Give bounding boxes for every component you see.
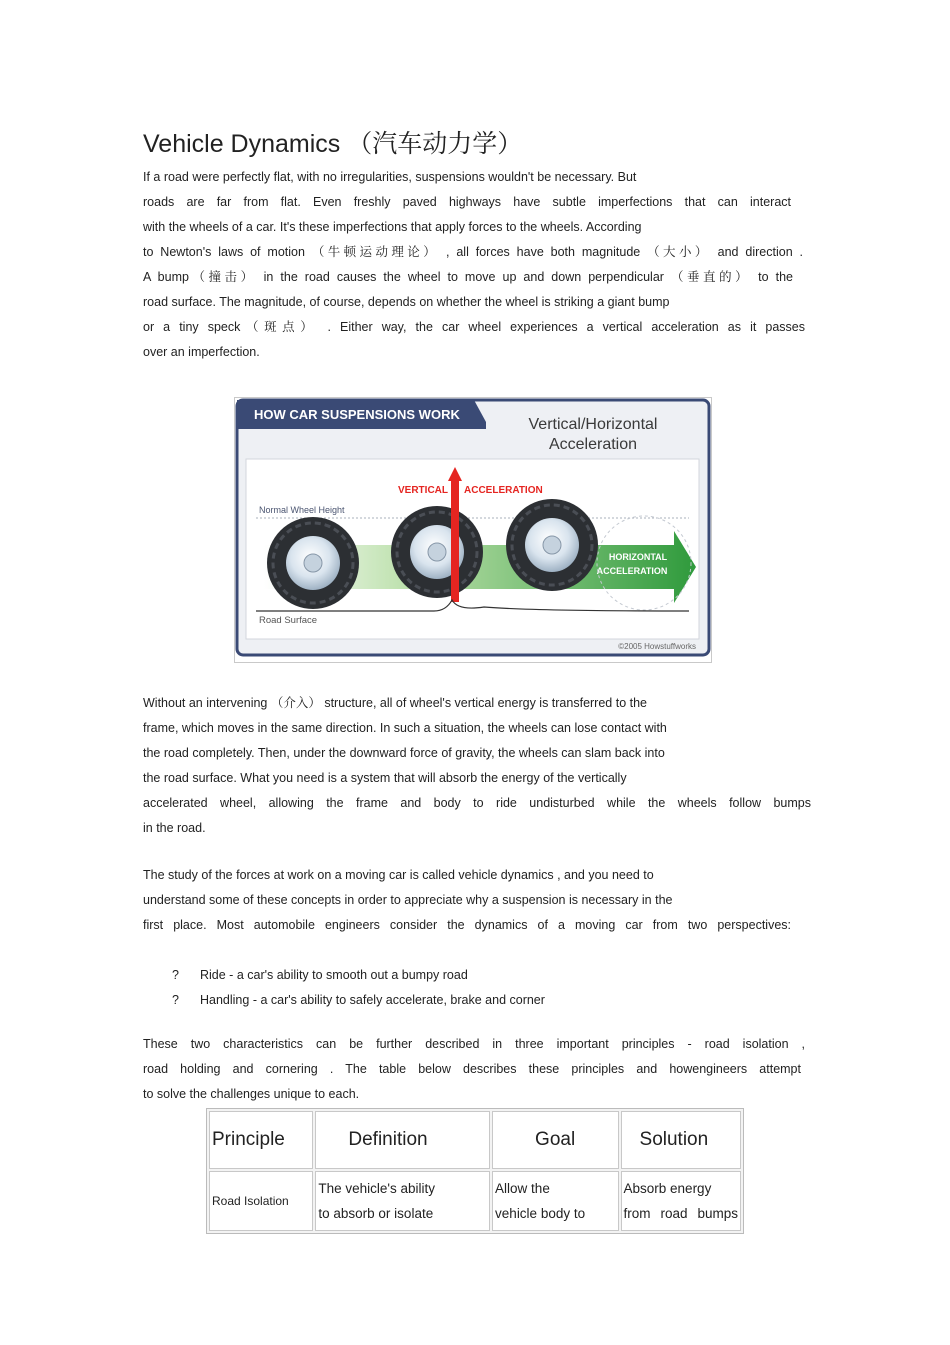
- bullet-mark: ?: [172, 993, 179, 1007]
- table-header: Definition: [315, 1111, 490, 1169]
- text-line: to solve the challenges unique to each.: [143, 1087, 360, 1101]
- intro-paragraph: [143, 165, 811, 365]
- cell-line: The vehicle's ability: [318, 1181, 436, 1196]
- cell-line: Allow the: [495, 1181, 550, 1196]
- paragraph-4: [143, 1032, 811, 1107]
- table-row: [209, 1171, 741, 1231]
- text-line: These two characteristics can be further described in three important principles - road isolation ,: [143, 1037, 805, 1051]
- table-header: Principle: [209, 1111, 313, 1169]
- text-line: the road surface. What you need is a system that will absorb the energy of the vertically: [143, 771, 627, 785]
- table-cell-goal: [492, 1171, 618, 1231]
- vertical-label-left: VERTICAL: [398, 485, 448, 496]
- text-line: road holding and cornering . The table below describes these principles and howengineers attempt: [143, 1062, 801, 1076]
- wheel-3: [506, 499, 598, 591]
- wheel-2: [391, 506, 483, 598]
- vertical-label-right: ACCELERATION: [464, 485, 543, 496]
- table-header-row: [209, 1111, 741, 1169]
- text-line: A bump（撞击） in the road causes the wheel to move up and down perpendicular （垂直的） to the: [143, 270, 793, 284]
- text-line: the road completely. Then, under the downward force of gravity, the wheels can slam back into: [143, 746, 665, 760]
- text-line: to Newton's laws of motion （牛顿运动理论） , all forces have both magnitude （大小） and direction .: [143, 245, 803, 259]
- bullet-list: [172, 963, 545, 1013]
- table-header: Goal: [492, 1111, 618, 1169]
- text-line: If a road were perfectly flat, with no irregularities, suspensions wouldn't be necessary. But: [143, 170, 637, 184]
- principles-table: [206, 1108, 744, 1234]
- bullet-mark: ?: [172, 968, 179, 982]
- text-line: over an imperfection.: [143, 345, 260, 359]
- copyright-text: ©2005 Howstuffworks: [618, 642, 696, 651]
- paragraph-3: [143, 863, 811, 938]
- table-cell-principle: Road Isolation: [209, 1171, 313, 1231]
- table-cell-solution: [621, 1171, 741, 1231]
- cell-line: vehicle body to: [495, 1206, 586, 1221]
- cell-line: Absorb energy: [623, 1181, 712, 1196]
- cell-line: to absorb or isolate: [318, 1206, 434, 1221]
- horizontal-label-line2: ACCELERATION: [596, 566, 668, 576]
- text-line: frame, which moves in the same direction. In such a situation, the wheels can lose contact with: [143, 721, 667, 735]
- text-line: with the wheels of a car. It's these imperfections that apply forces to the wheels. According: [143, 220, 642, 234]
- road-surface-label: Road Surface: [259, 615, 318, 626]
- text-line: Without an intervening （介入） structure, all of wheel's vertical energy is transferred to the: [143, 696, 647, 710]
- table-cell-definition: [315, 1171, 490, 1231]
- table-header: Solution: [621, 1111, 741, 1169]
- cell-line: from road bumps: [623, 1206, 738, 1221]
- page-title: Vehicle Dynamics （汽车动力学）: [143, 130, 523, 158]
- list-item: [172, 988, 545, 1013]
- text-line: road surface. The magnitude, of course, depends on whether the wheel is striking a giant bump: [143, 295, 670, 309]
- text-line: or a tiny speck（斑点） . Either way, the car wheel experiences a vertical acceleration as it passes: [143, 320, 805, 334]
- text-line: accelerated wheel, allowing the frame and body to ride undisturbed while the wheels follow bumps: [143, 796, 811, 810]
- text-line: first place. Most automobile engineers consider the dynamics of a moving car from two perspectives:: [143, 918, 791, 932]
- list-item: [172, 963, 545, 988]
- bullet-text: Ride - a car's ability to smooth out a bumpy road: [200, 968, 468, 982]
- horizontal-label-line1: HORIZONTAL: [608, 552, 668, 562]
- wheel-1: [267, 517, 359, 609]
- diagram-subtitle-line2: Acceleration: [548, 436, 638, 453]
- diagram-banner-text: HOW CAR SUSPENSIONS WORK: [254, 407, 460, 422]
- normal-wheel-height-label: Normal Wheel Height: [259, 505, 345, 515]
- text-line: understand some of these concepts in order to appreciate why a suspension is necessary in the: [143, 893, 673, 907]
- suspension-diagram: [234, 397, 712, 663]
- text-line: in the road.: [143, 821, 206, 835]
- text-line: roads are far from flat. Even freshly paved highways have subtle imperfections that can interact: [143, 195, 791, 209]
- paragraph-2: [143, 691, 811, 841]
- diagram-subtitle-line1: Vertical/Horizontal: [528, 416, 658, 433]
- bullet-text: Handling - a car's ability to safely accelerate, brake and corner: [200, 993, 545, 1007]
- text-line: The study of the forces at work on a moving car is called vehicle dynamics , and you need to: [143, 868, 654, 882]
